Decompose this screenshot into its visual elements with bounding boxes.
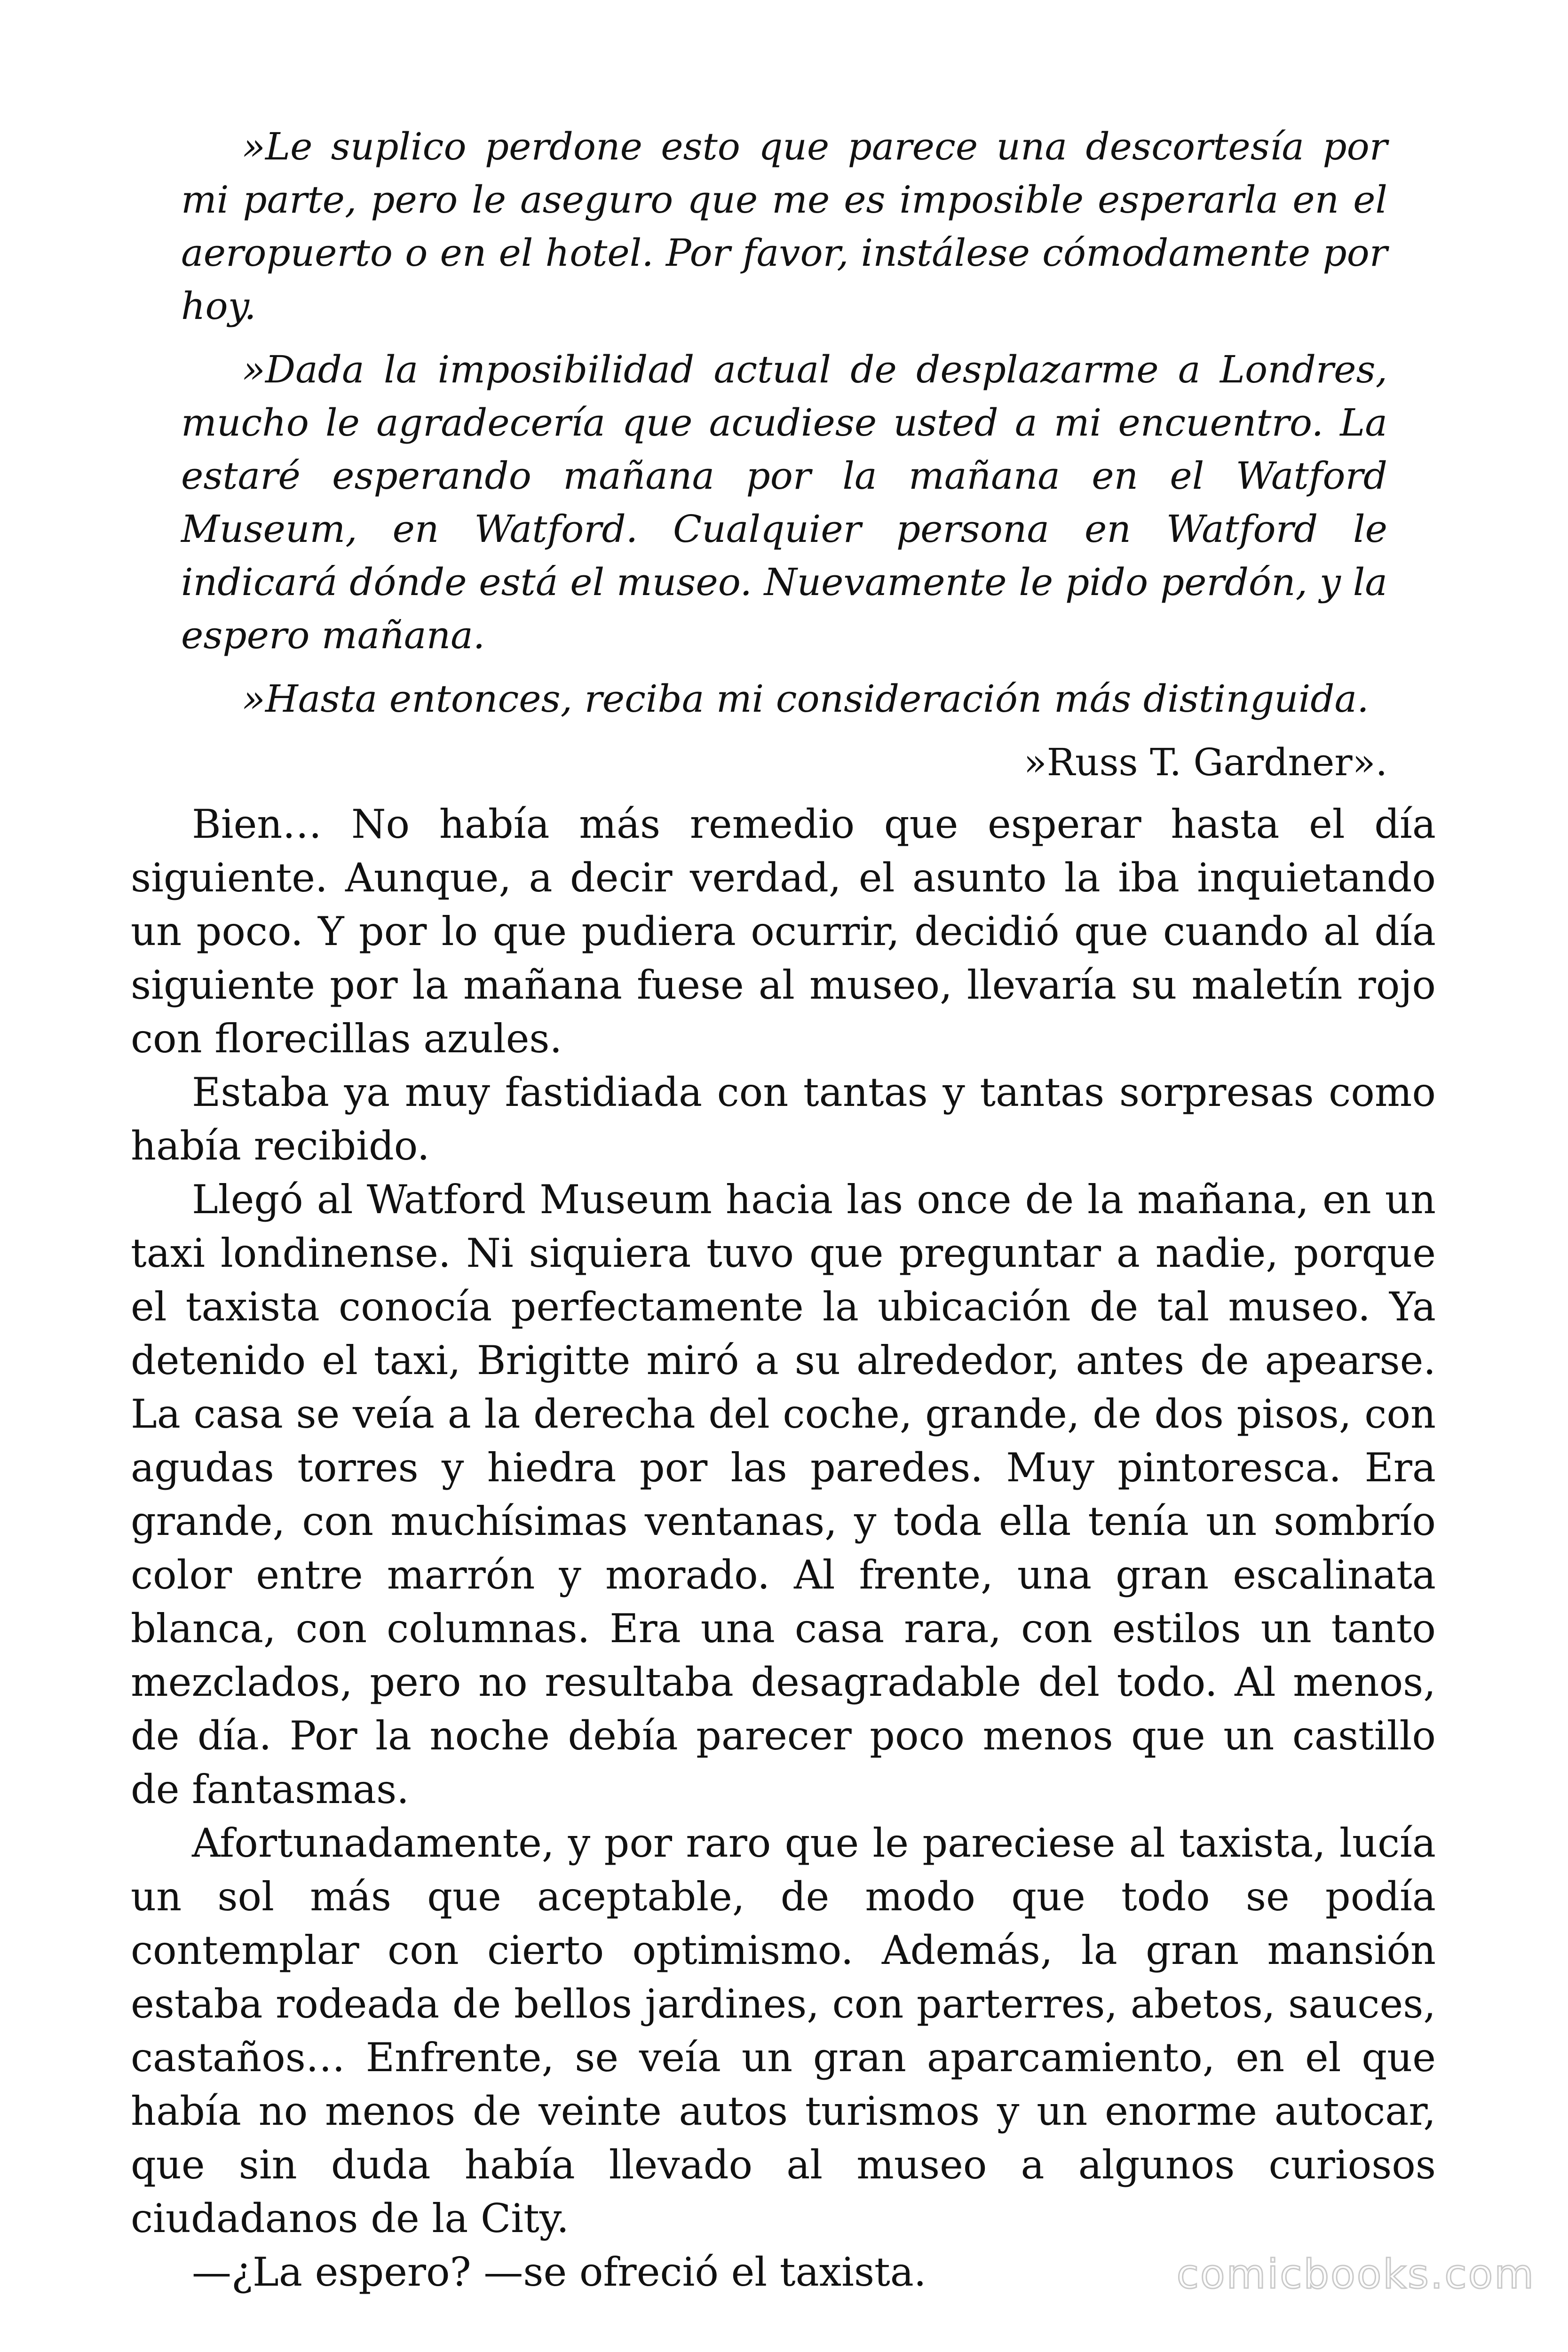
- narrative-block: [131, 797, 1436, 2299]
- narrative-paragraph: Llegó al Watford Museum hacia las once de la mañana, en un taxi londinense. Ni siquiera tuvo que preguntar a nadie, porque el taxista conocía perfectamente la ubicación de tal museo. Ya detenido el taxi, Brigitte miró a su alrededor, antes de apearse. La casa se veía a la derecha del coche, grande, de dos pisos, con agudas torres y hiedra por las paredes. Muy pintoresca. Era grande, con muchísimas ventanas, y toda ella tenía un sombrío color entre marrón y morado. Al frente, una gran escalinata blanca, con columnas. Era una casa rara, con estilos un tanto mezclados, pero no resultaba desagradable del todo. Al menos, de día. Por la noche debía parecer poco menos que un castillo de fantasmas.: [131, 1176, 1436, 1812]
- narrative-paragraph: Bien… No había más remedio que esperar hasta el día siguiente. Aunque, a decir verdad, el asunto la iba inquietando un poco. Y por lo que pudiera ocurrir, decidió que cuando al día siguiente por la mañana fuese al museo, llevaría su maletín rojo con florecillas azules.: [131, 801, 1436, 1062]
- letter-block: [181, 120, 1387, 799]
- watermark: comicbooks.com: [1176, 2251, 1535, 2298]
- narrative-paragraph: Estaba ya muy fastidiada con tantas y tantas sorpresas como había recibido.: [131, 1069, 1436, 1169]
- narrative-paragraph: Afortunadamente, y por raro que le pareciese al taxista, lucía un sol más que aceptable, de modo que todo se podía contemplar con cierto optimismo. Además, la gran mansión estaba rodeada de bellos jardines, con parterres, abetos, sauces, castaños… Enfrente, se veía un gran aparcamiento, en el que había no menos de veinte autos turismos y un enorme autocar, que sin duda había llevado al museo a algunos curiosos ciudadanos de la City.: [131, 1820, 1436, 2241]
- narrative-paragraph: —¿La espero? —se ofreció el taxista.: [192, 2249, 927, 2295]
- letter-paragraph: »Hasta entonces, reciba mi consideración más distinguida.: [242, 677, 1369, 721]
- letter-paragraph: »Le suplico perdone esto que parece una descortesía por mi parte, pero le aseguro que me es imposible esperarla en el aeropuerto o en el hotel. Por favor, instálese cómodamente por hoy.: [181, 125, 1387, 328]
- letter-signature: »Russ T. Gardner».: [1023, 740, 1387, 784]
- letter-paragraph: »Dada la imposibilidad actual de desplazarme a Londres, mucho le agradecería que acudiese usted a mi encuentro. La estaré esperando mañana por la mañana en el Watford Museum, en Watford. Cualquier persona en Watford le indicará dónde está el museo. Nuevamente le pido perdón, y la espero mañana.: [181, 348, 1387, 657]
